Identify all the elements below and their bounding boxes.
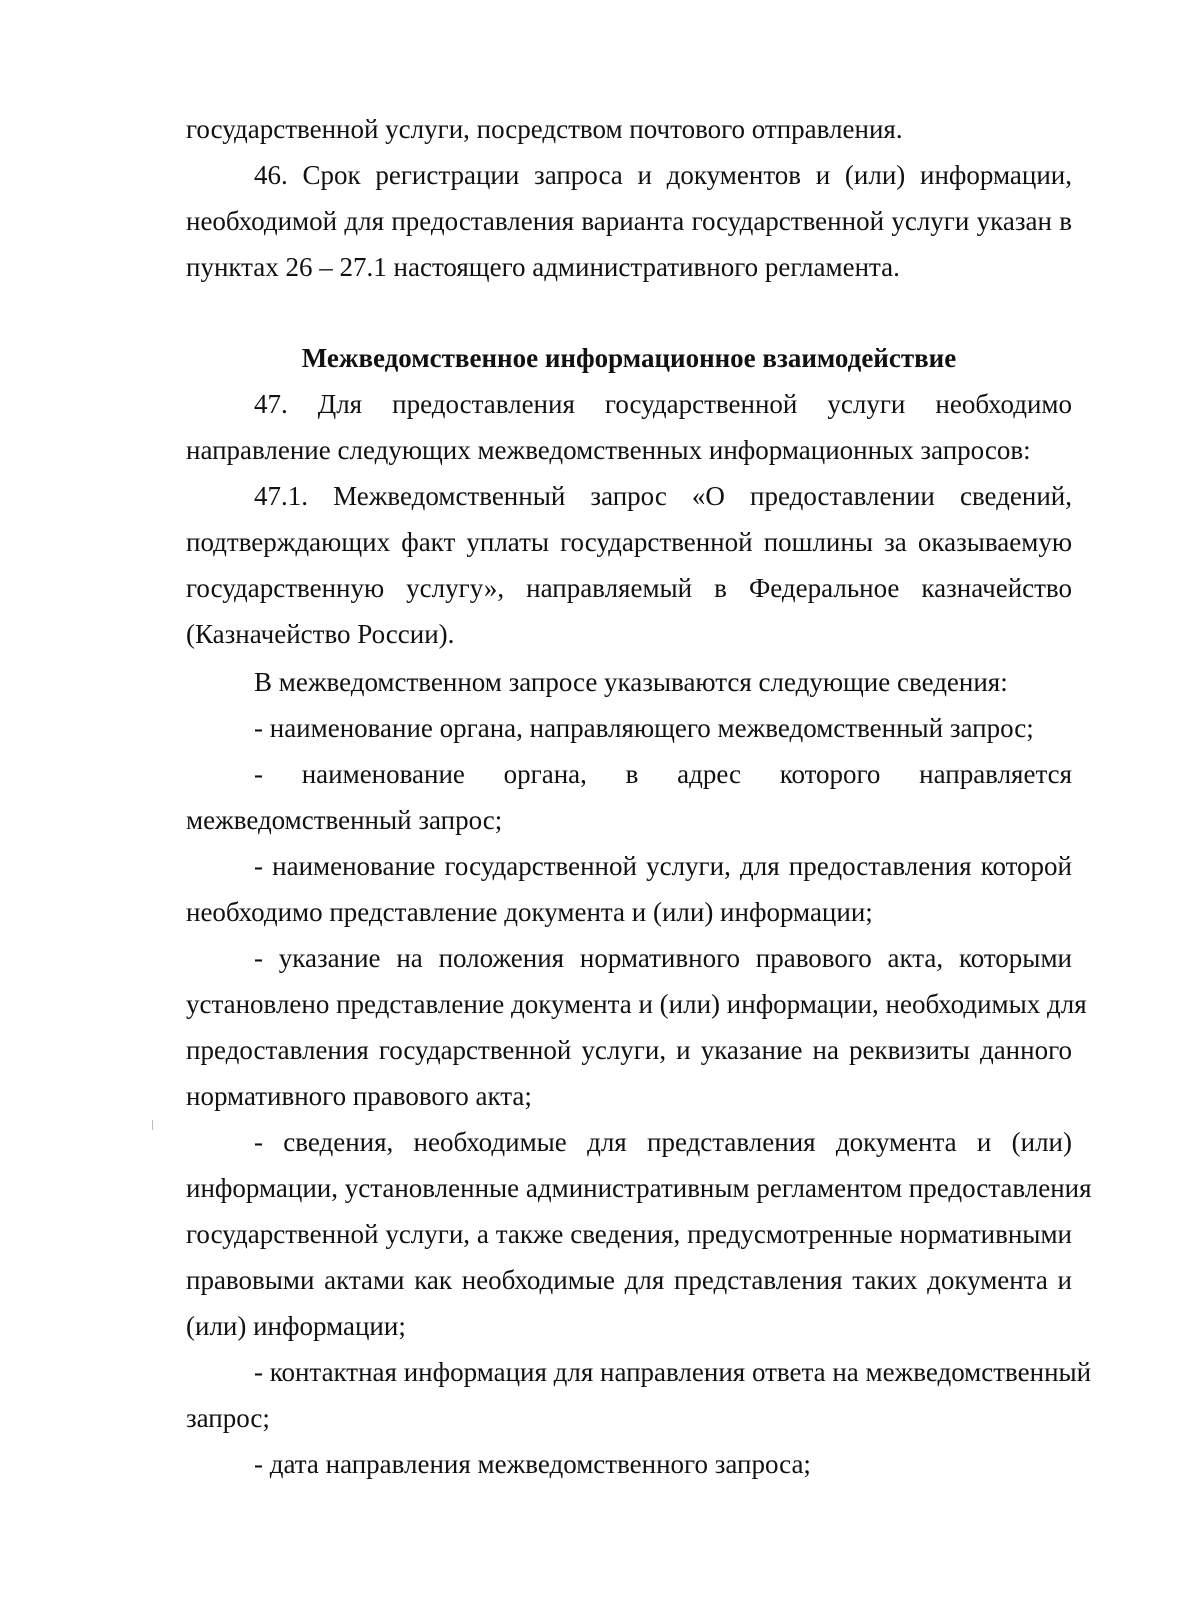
text-line: направление следующих межведомственных информационных запросов: [186,435,1031,465]
text-line: 46. Срок регистрации запроса и документов и (или) информации, [254,160,1072,190]
text-line: подтверждающих факт уплаты государственной пошлины за оказываемую [186,527,1072,557]
text-line: государственную услугу», направляемый в Федеральное казначейство [186,573,1072,603]
text-line: межведомственный запрос; [186,805,503,835]
text-line: предоставления государственной услуги, и указание на реквизиты данного [186,1035,1072,1065]
text-line: запрос; [186,1403,270,1433]
text-line: (Казначейство России). [186,619,455,649]
text-line: правовыми актами как необходимые для представления таких документа и [186,1265,1072,1295]
text-line: 47. Для предоставления государственной услуги необходимо [254,389,1072,419]
text-line: нормативного правового акта; [186,1081,532,1111]
text-line: В межведомственном запросе указываются следующие сведения: [254,667,1008,697]
list-item: - указание на положения нормативного правового акта, которыми [254,943,1072,973]
text-line: необходимо представление документа и (или) информации; [186,897,873,927]
section-heading: Межведомственное информационное взаимодействие [301,343,957,373]
list-item: - наименование органа, в адрес которого направляется [254,759,1072,789]
list-item: - наименование органа, направляющего межведомственный запрос; [254,713,1034,743]
text-line: (или) информации; [186,1311,406,1341]
text-line: установлено представление документа и (или) информации, необходимых для [186,989,1087,1019]
list-item: - наименование государственной услуги, для предоставления которой [254,851,1072,881]
list-item: - сведения, необходимые для представления документа и (или) [254,1127,1072,1157]
text-line: информации, установленные административным регламентом предоставления [186,1173,1092,1203]
list-item: - дата направления межведомственного запроса; [254,1449,811,1479]
text-line: пунктах 26 – 27.1 настоящего административного регламента. [186,252,900,282]
text-line: государственной услуги, а также сведения, предусмотренные нормативными [186,1219,1072,1249]
list-item: - контактная информация для направления ответа на межведомственный [254,1357,1092,1387]
text-line: государственной услуги, посредством почтового отправления. [186,114,903,144]
scan-artifact [152,1120,153,1130]
text-line: необходимой для предоставления варианта государственной услуги указан в [186,206,1072,236]
text-line: 47.1. Межведомственный запрос «О предоставлении сведений, [254,481,1072,511]
